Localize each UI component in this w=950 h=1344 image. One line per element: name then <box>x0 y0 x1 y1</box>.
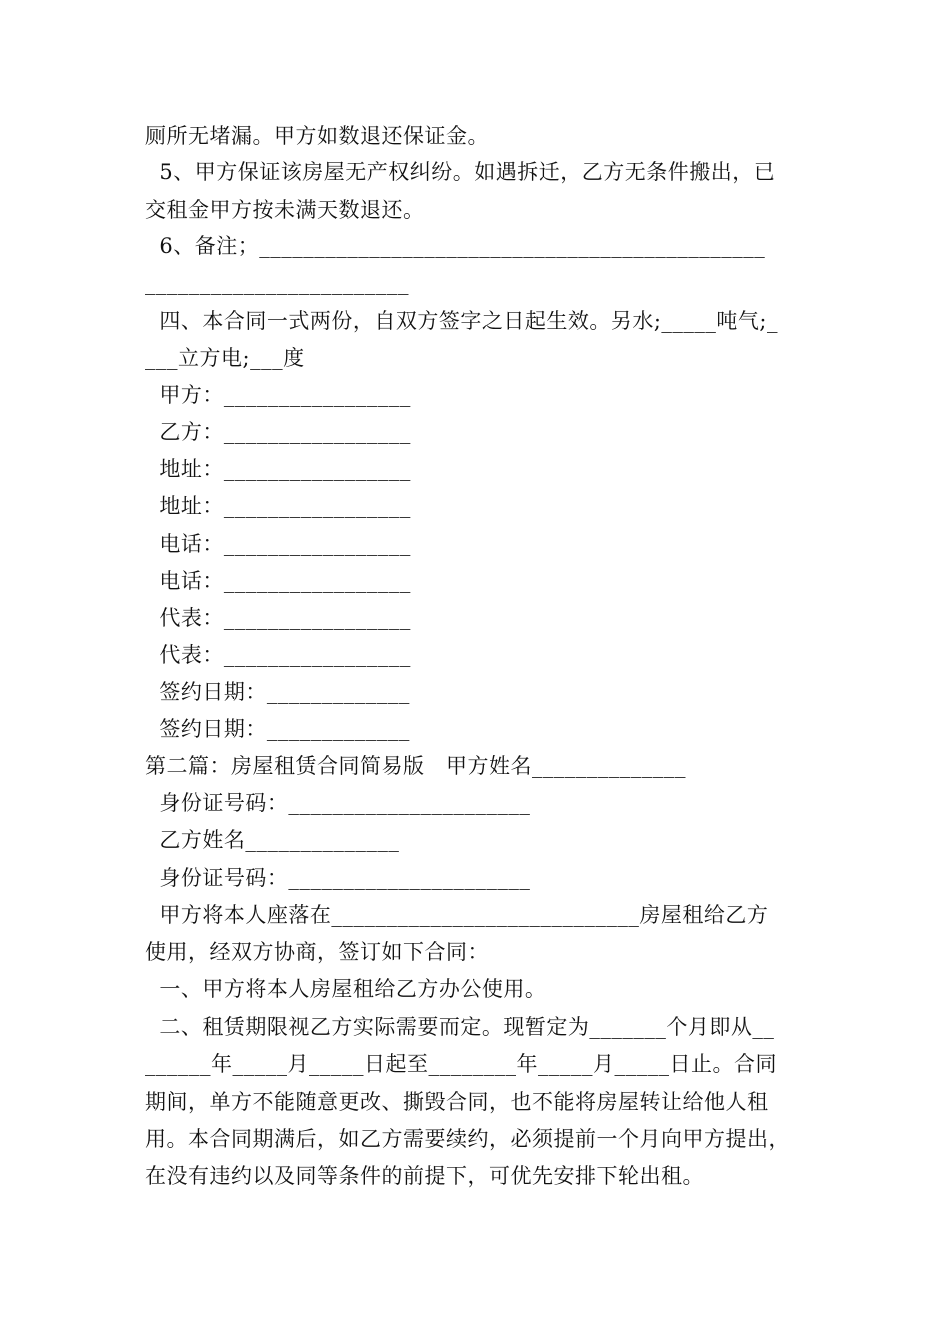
text-line: 电话：_________________ <box>145 532 411 556</box>
text-line: 甲方：_________________ <box>145 383 411 407</box>
text-line: ______年_____月_____日起至________年_____月_____日止。合同 <box>145 1052 777 1076</box>
text-line: 甲方将本人座落在____________________________房屋租给乙方 <box>145 903 769 927</box>
text-line: 使用，经双方协商，签订如下合同： <box>145 940 489 964</box>
text-line: 乙方姓名______________ <box>145 828 400 852</box>
text-line: 在没有违约以及同等条件的前提下，可优先安排下轮出租。 <box>145 1164 704 1188</box>
text-line: 一、甲方将本人房屋租给乙方办公使用。 <box>145 977 547 1001</box>
text-line: ________________________ <box>145 271 409 295</box>
text-line: 二、租赁期限视乙方实际需要而定。现暂定为_______个月即从__ <box>145 1015 775 1039</box>
text-line: 代表：_________________ <box>145 643 411 667</box>
text-line: ___立方电;___度 <box>145 346 305 370</box>
text-line: 代表：_________________ <box>145 606 411 630</box>
text-line: 6、备注；______________________________________________ <box>145 234 766 258</box>
text-line: 电话：_________________ <box>145 569 411 593</box>
section-heading: 第二篇：房屋租赁合同简易版 甲方姓名______________ <box>145 754 687 778</box>
text-line: 签约日期：_____________ <box>145 680 410 704</box>
text-line: 交租金甲方按未满天数退还。 <box>145 198 425 222</box>
text-line: 地址：_________________ <box>145 457 411 481</box>
text-line: 乙方：_________________ <box>145 420 411 444</box>
text-line: 5、甲方保证该房屋无产权纠纷。如遇拆迁，乙方无条件搬出，已 <box>145 160 776 184</box>
text-line: 地址：_________________ <box>145 494 411 518</box>
text-line: 期间，单方不能随意更改、撕毁合同，也不能将房屋转让给他人租 <box>145 1090 769 1114</box>
text-line: 厕所无堵漏。甲方如数退还保证金。 <box>145 124 489 148</box>
text-line: 四、本合同一式两份，自双方签字之日起生效。另水;_____吨气;_ <box>145 309 778 333</box>
text-line: 用。本合同期满后，如乙方需要续约，必须提前一个月向甲方提出， <box>145 1127 790 1151</box>
text-line: 身份证号码：______________________ <box>145 866 531 890</box>
text-line: 身份证号码：______________________ <box>145 791 531 815</box>
text-line: 签约日期：_____________ <box>145 717 410 741</box>
